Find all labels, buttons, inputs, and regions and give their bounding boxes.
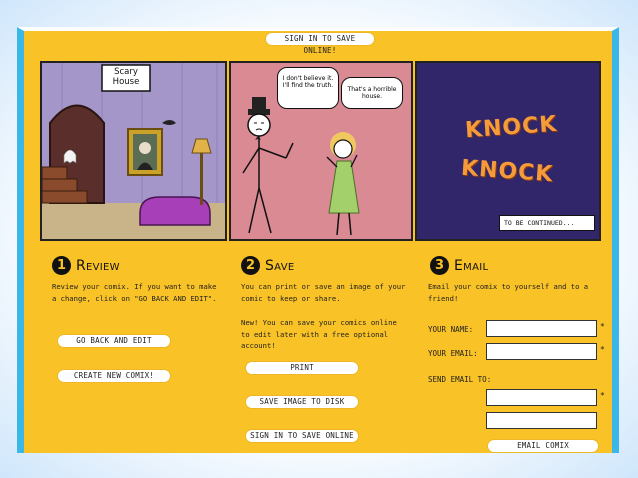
save-online-note: New! You can save your comics online to edit later with a free optional account! [241,318,397,350]
required-mark: * [600,345,605,354]
email-title: Email [454,257,489,274]
print-button[interactable]: PRINT [246,362,358,374]
send-to-input-2[interactable] [486,412,597,429]
speech-bubble-man: I don't believe it. I'll find the truth. [277,67,339,109]
speech-bubble-woman: That's a horrible house. [341,77,403,109]
sign-in-save-online-button[interactable]: SIGN IN TO SAVE ONLINE [246,430,358,442]
create-new-comix-button[interactable]: CREATE NEW COMIX! [58,370,170,382]
required-mark: * [600,322,605,331]
step-number-2: 2 [241,256,260,275]
email-heading [430,256,488,275]
knock-text-1: KNOCK [464,111,559,144]
your-email-input[interactable] [486,343,597,360]
email-instructions: Email your comix to yourself and to a friend! [428,282,589,303]
save-heading [241,256,294,275]
knock-text-2: KNOCK [460,155,555,188]
your-name-input[interactable] [486,320,597,337]
go-back-and-edit-button[interactable]: GO BACK AND EDIT [58,335,170,347]
step-number-3: 3 [430,256,449,275]
send-email-to-label: SEND EMAIL TO: [428,375,492,384]
to-be-continued-box: TO BE CONTINUED... [499,215,595,231]
review-heading [52,256,120,275]
required-mark: * [600,391,605,400]
email-comix-button[interactable]: EMAIL COMIX [488,440,598,452]
haunted-house-scene [42,63,227,241]
your-name-label: YOUR NAME: [428,325,474,334]
comic-panel-2 [229,61,413,241]
step-number-1: 1 [52,256,71,275]
your-email-label: YOUR EMAIL: [428,349,478,358]
review-instructions: Review your comix. If you want to make a change, click on "GO BACK AND EDIT". [52,282,217,303]
review-title: Review [76,257,120,274]
comic-panel-3 [415,61,601,241]
sign-in-top-button[interactable]: SIGN IN TO SAVE ONLINE! [266,33,374,45]
save-title: Save [265,257,295,274]
save-instructions: You can print or save an image of your comic to keep or share. [241,282,406,303]
save-image-button[interactable]: SAVE IMAGE TO DISK [246,396,358,408]
comic-panel-1 [40,61,227,241]
send-to-input-1[interactable] [486,389,597,406]
scary-house-sign: Scary House [112,67,140,87]
